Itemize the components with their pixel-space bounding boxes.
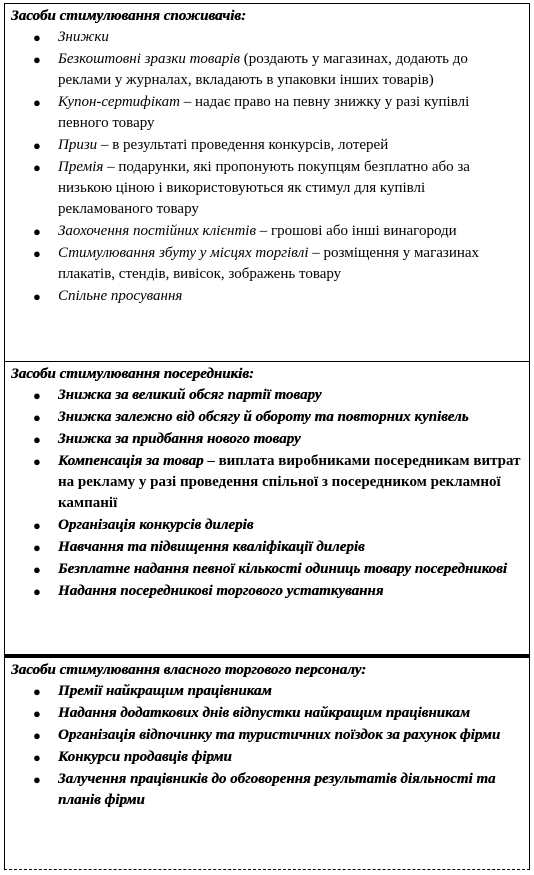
item-term: Безплатне надання певної кількості одиниць товару посередникові bbox=[58, 561, 507, 577]
bullet-icon: ● bbox=[33, 518, 41, 533]
list-item bbox=[11, 559, 523, 580]
item-term: Надання додаткових днів відпустки найкращим працівникам bbox=[58, 705, 471, 721]
list-item bbox=[11, 407, 523, 428]
list-item bbox=[11, 49, 523, 91]
bullet-icon: ● bbox=[33, 246, 41, 261]
item-term: Безкоштовні зразки товарів bbox=[58, 51, 241, 67]
bullet-icon: ● bbox=[33, 138, 41, 153]
bullet-icon: ● bbox=[33, 388, 41, 403]
list-item bbox=[11, 515, 523, 536]
item-text: – подарунки, які пропонують покупцям безплатно або за низькою ціною і використовуються як стимул для купівлі рекламованого товару bbox=[58, 159, 470, 217]
item-text: (роздають у магазинах, додають до реклами у журналах, вкладають в упаковки інших товарів) bbox=[58, 51, 468, 88]
list-item bbox=[11, 157, 523, 220]
bullet-icon: ● bbox=[33, 289, 41, 304]
list-item bbox=[11, 135, 523, 156]
item-term: Премія bbox=[58, 159, 104, 175]
list-item bbox=[11, 27, 523, 48]
bullet-icon: ● bbox=[33, 584, 41, 599]
section-intermediaries bbox=[4, 362, 530, 655]
bullet-icon: ● bbox=[33, 30, 41, 45]
item-term: Організація відпочинку та туристичних поїздок за рахунок фірми bbox=[58, 727, 501, 743]
item-term: Призи bbox=[58, 137, 98, 153]
list-item bbox=[11, 681, 523, 702]
item-term: Надання посередникові торгового устаткування bbox=[58, 583, 384, 599]
document-table bbox=[4, 3, 530, 870]
bullet-icon: ● bbox=[33, 772, 41, 787]
bullet-icon: ● bbox=[33, 562, 41, 577]
list-item bbox=[11, 286, 523, 307]
item-term: Залучення працівників до обговорення результатів діяльності та планів фірми bbox=[58, 771, 496, 808]
item-term: Купон-сертифікат bbox=[58, 94, 180, 110]
item-term: Стимулювання збуту у місцях торгівлі bbox=[58, 245, 309, 261]
section-heading: Засоби стимулювання посередників: bbox=[11, 366, 254, 382]
list-item bbox=[11, 537, 523, 558]
item-term: Премії найкращим працівникам bbox=[58, 683, 272, 699]
bullet-icon: ● bbox=[33, 95, 41, 110]
item-text: – в результаті проведення конкурсів, лотерей bbox=[97, 137, 389, 153]
item-term: Компенсація за товар bbox=[58, 453, 204, 469]
bullet-icon: ● bbox=[33, 728, 41, 743]
section-heading: Засоби стимулювання споживачів: bbox=[11, 8, 246, 24]
list-item bbox=[11, 725, 523, 746]
bullet-icon: ● bbox=[33, 750, 41, 765]
item-term: Організація конкурсів дилерів bbox=[58, 517, 254, 533]
list-item bbox=[11, 703, 523, 724]
list-item bbox=[11, 581, 523, 602]
list-item bbox=[11, 451, 523, 514]
bullet-list bbox=[11, 385, 523, 602]
item-term: Конкурси продавців фірми bbox=[58, 749, 232, 765]
item-term: Знижка за придбання нового товару bbox=[58, 431, 301, 447]
section-heading: Засоби стимулювання власного торгового персоналу: bbox=[11, 662, 367, 678]
item-term: Навчання та підвищення кваліфікації дилерів bbox=[58, 539, 365, 555]
section-consumers bbox=[4, 3, 530, 362]
bullet-icon: ● bbox=[33, 432, 41, 447]
list-item bbox=[11, 747, 523, 768]
bullet-icon: ● bbox=[33, 160, 41, 175]
list-item bbox=[11, 92, 523, 134]
item-term: Знижка за великий обсяг партії товару bbox=[58, 387, 322, 403]
item-term: Знижка залежно від обсягу й обороту та повторних купівель bbox=[58, 409, 469, 425]
list-item bbox=[11, 769, 523, 811]
item-term: Заохочення постійних клієнтів bbox=[58, 223, 256, 239]
item-term: Знижки bbox=[58, 29, 109, 45]
item-term: Спільне просування bbox=[58, 288, 183, 304]
list-item bbox=[11, 243, 523, 285]
list-item bbox=[11, 429, 523, 450]
bullet-icon: ● bbox=[33, 540, 41, 555]
bullet-icon: ● bbox=[33, 706, 41, 721]
bullet-list bbox=[11, 681, 523, 811]
bullet-icon: ● bbox=[33, 684, 41, 699]
list-item bbox=[11, 385, 523, 406]
bullet-list bbox=[11, 27, 523, 307]
item-text: – надає право на певну знижку у разі купівлі певного товару bbox=[58, 94, 470, 131]
bullet-icon: ● bbox=[33, 454, 41, 469]
item-text: – грошові або інші винагороди bbox=[255, 223, 457, 239]
section-own-staff bbox=[4, 655, 530, 870]
item-text: – розміщення у магазинах плакатів, стендів, вивісок, зображень товару bbox=[58, 245, 480, 282]
bullet-icon: ● bbox=[33, 224, 41, 239]
bullet-icon: ● bbox=[33, 52, 41, 67]
bullet-icon: ● bbox=[33, 410, 41, 425]
list-item bbox=[11, 221, 523, 242]
item-text: – виплата виробниками посередникам витрат на рекламу у разі проведення спільної з посередником рекламної кампанії bbox=[58, 453, 521, 511]
